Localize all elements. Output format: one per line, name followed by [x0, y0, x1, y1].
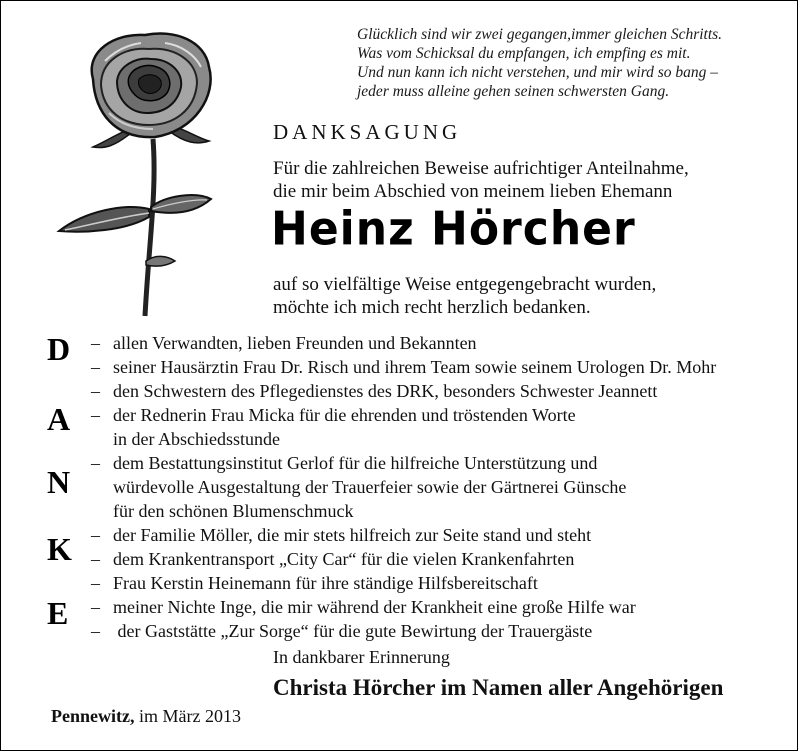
place-date: [51, 706, 241, 727]
list-item-continuation: in der Abschiedsstunde: [113, 429, 280, 449]
poem-line: Was vom Schicksal du empfangen, ich empfing es mit.: [357, 45, 691, 62]
closing-text: [273, 273, 656, 319]
list-dash: –: [91, 597, 100, 617]
place-date-text: im März 2013: [134, 706, 241, 726]
list-item-continuation: für den schönen Blumenschmuck: [113, 501, 354, 521]
memory-line: In dankbarer Erinnerung: [273, 647, 450, 667]
deceased-name: Heinz Hörcher: [271, 202, 636, 257]
list-dash: –: [91, 549, 100, 569]
list-item: [91, 355, 716, 379]
poem-line: Glücklich sind wir zwei gegangen,immer gleichen Schritts.: [357, 26, 723, 43]
list-item: [91, 523, 716, 547]
closing-line: auf so vielfältige Weise entgegengebracht wurden,: [273, 274, 657, 295]
list-item: [91, 571, 716, 595]
list-dash: –: [91, 573, 100, 593]
list-item: [91, 595, 716, 619]
danke-letter: A: [47, 401, 71, 437]
intro-line: die mir beim Abschied von meinem lieben Ehemann: [273, 181, 673, 202]
thanks-list: [91, 331, 716, 643]
list-dash: –: [91, 453, 100, 473]
list-item: [91, 331, 716, 355]
danke-letter: D: [47, 331, 71, 367]
danke-letter: N: [47, 464, 71, 500]
list-item-text: der Gaststätte „Zur Sorge“ für die gute Bewirtung der Trauergäste: [113, 621, 593, 641]
list-item-continuation: würdevolle Ausgestaltung der Trauerfeier sowie der Gärtnerei Günsche: [113, 477, 627, 497]
danke-letter: E: [47, 595, 69, 631]
place-town: Pennewitz,: [51, 706, 135, 726]
list-item-text: der Familie Möller, die mir stets hilfreich zur Seite stand und steht: [113, 525, 592, 545]
list-item-text: seiner Hausärztin Frau Dr. Risch und ihrem Team sowie seinem Urologen Dr. Mohr: [113, 357, 717, 377]
poem-line: jeder muss alleine gehen seinen schwersten Gang.: [357, 83, 670, 100]
intro-line: Für die zahlreichen Beweise aufrichtiger Anteilnahme,: [273, 158, 689, 179]
list-item-text: Frau Kerstin Heinemann für ihre ständige Hilfsbereitschaft: [113, 573, 538, 593]
rose-illustration: [45, 21, 265, 321]
list-item-text: den Schwestern des Pflegedienstes des DRK, besonders Schwester Jeannett: [113, 381, 658, 401]
danke-letter: K: [47, 531, 72, 567]
poem-line: Und nun kann ich nicht verstehen, und mir wird so bang –: [357, 64, 719, 81]
list-item: [91, 403, 716, 427]
list-item-text: meiner Nichte Inge, die mir während der Krankheit eine große Hilfe war: [113, 597, 636, 617]
list-dash: –: [91, 621, 100, 641]
list-dash: –: [91, 525, 100, 545]
list-dash: –: [91, 381, 100, 401]
list-item: [91, 451, 716, 475]
signer: Christa Hörcher im Namen aller Angehörigen: [273, 675, 724, 700]
list-item: [91, 619, 716, 643]
list-item-text: dem Bestattungsinstitut Gerlof für die hilfreiche Unterstützung und: [113, 453, 598, 473]
list-item-text: dem Krankentransport „City Car“ für die vielen Krankenfahrten: [113, 549, 575, 569]
list-item: [91, 379, 716, 403]
list-item: [91, 547, 716, 571]
list-dash: –: [91, 333, 100, 353]
poem: [357, 25, 787, 101]
list-item-text: allen Verwandten, lieben Freunden und Bekannten: [113, 333, 477, 353]
list-item-text: der Rednerin Frau Micka für die ehrenden und tröstenden Worte: [113, 405, 576, 425]
heading: DANKSAGUNG: [273, 120, 462, 144]
list-dash: –: [91, 405, 100, 425]
closing-line: möchte ich mich recht herzlich bedanken.: [273, 297, 591, 318]
intro-text: [273, 157, 689, 203]
list-dash: –: [91, 357, 100, 377]
